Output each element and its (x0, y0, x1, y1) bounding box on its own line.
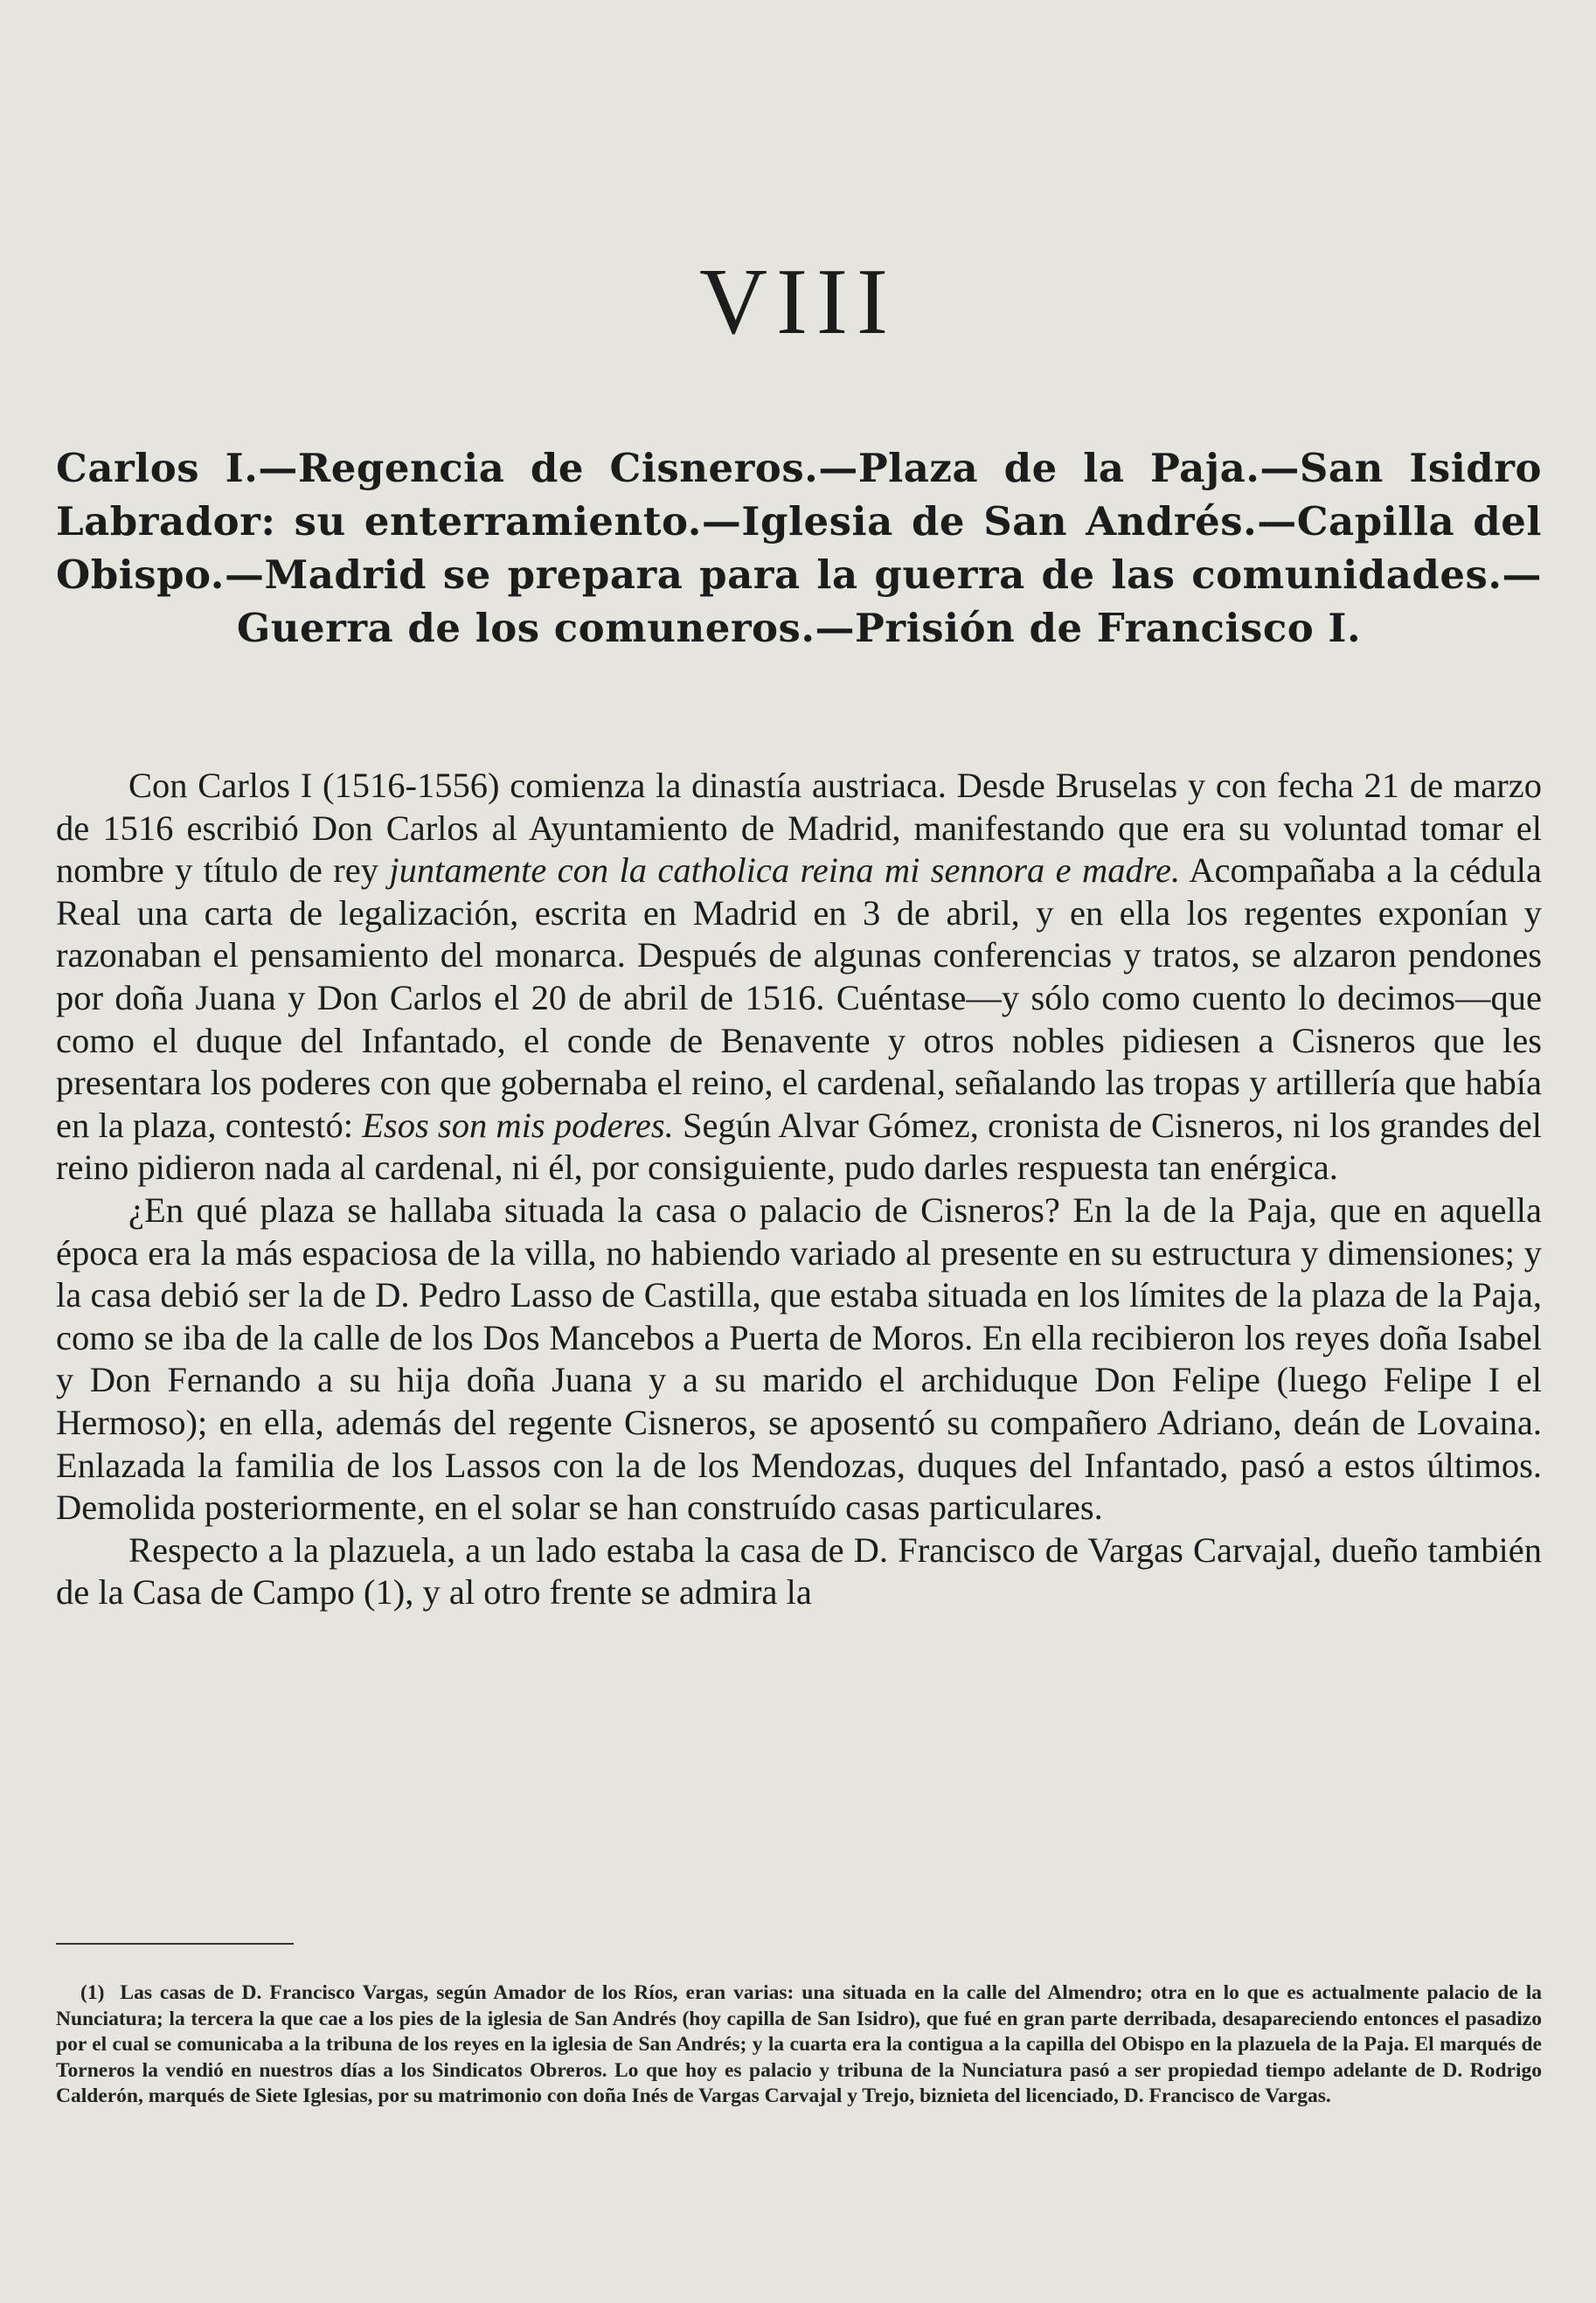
chapter-number: VIII (699, 250, 897, 354)
footnote-divider (56, 1943, 294, 1945)
paragraph-1-text-c: Según Alvar Gómez, cronista de Cisneros, ni los grandes del reino pidieron nada al cardenal, ni él, por consiguiente, pudo darles respuesta tan enérgica. (56, 1105, 1542, 1188)
paragraph-1 (56, 765, 1542, 1190)
paragraph-1-text-a: Con Carlos I (1516-1556) comienza la dinastía austriaca. Desde Bruselas y con fecha 21 de marzo de 1516 escribió Don Carlos al Ayuntamiento de Madrid, manifestando que era su voluntad tomar el nombre y título de rey (56, 766, 1542, 891)
footnote-marker: (1) (80, 1981, 105, 2004)
paragraph-1-quote-a: juntamente con la catholica reina mi sennora e madre. (389, 850, 1181, 891)
paragraph-3: Respecto a la plazuela, a un lado estaba la casa de D. Francisco de Vargas Carvajal, dueño también de la Casa de Campo (1), y al otro frente se admira la (56, 1530, 1542, 1613)
body-text (56, 765, 1542, 1614)
paragraph-1-text-b: Acompañaba a la cédula Real una carta de legalización, escrita en Madrid en 3 de abril, y en ella los regentes exponían y razonaban el pensamiento del monarca. Después de algunas conferencias y tratos, se alzaron pendones por doña Juana y Don Carlos el 20 de abril de 1516. Cuéntase—y sólo como cuento lo decimos—que como el duque del Infantado, el conde de Benavente y otros nobles pidiesen a Cisneros que les presentara los poderes con que gobernaba el reino, el cardenal, señalando las tropas y artillería que había en la plaza, contestó: (56, 850, 1542, 1145)
chapter-summary: Carlos I.—Regencia de Cisneros.—Plaza de la Paja.—San Isidro Labrador: su enterramiento.—Iglesia de San Andrés.—Capilla del Obispo.—Madrid se prepara para la guerra de las comunidades.—Guerra de los comuneros.—Prisión de Francisco I. (56, 445, 1542, 651)
footnote-text: Las casas de D. Francisco Vargas, según Amador de los Ríos, eran varias: una situada en la calle del Almendro; otra en lo que es actualmente palacio de la Nunciatura; la tercera la que cae a los pies de la iglesia de San Andrés (hoy capilla de San Isidro), que fué en gran parte derribada, desapareciendo entonces el pasadizo por el cual se comunicaba a la tribuna de los reyes en la iglesia de San Andrés; y la cuarta era la contigua a la capilla del Obispo en la plazuela de la Paja. El marqués de Torneros la vendió en nuestros días a los Sindicatos Obreros. Lo que hoy es palacio y tribuna de la Nunciatura pasó a ser propiedad tiempo adelante de D. Rodrigo Calderón, marqués de Siete Iglesias, por su matrimonio con doña Inés de Vargas Carvajal y Trejo, biznieta del licenciado, D. Francisco de Vargas. (56, 1981, 1542, 2107)
paragraph-2: ¿En qué plaza se hallaba situada la casa o palacio de Cisneros? En la de la Paja, que en aquella época era la más espaciosa de la villa, no habiendo variado al presente en su estructura y dimensiones; y la casa debió ser la de D. Pedro Lasso de Castilla, que estaba situada en los límites de la plaza de la Paja, como se iba de la calle de los Dos Mancebos a Puerta de Moros. En ella recibieron los reyes doña Isabel y Don Fernando a su hija doña Juana y a su marido el archiduque Don Felipe (luego Felipe I el Hermoso); en ella, además del regente Cisneros, se aposentó su compañero Adriano, deán de Lovaina. Enlazada la familia de los Lassos con la de los Mendozas, duques del Infantado, pasó a estos últimos. Demolida posteriormente, en el solar se han construído casas particulares. (56, 1190, 1542, 1528)
footnote (56, 1980, 1542, 2110)
paragraph-1-quote-b: Esos son mis poderes. (362, 1105, 674, 1145)
footnote-paragraph (56, 1980, 1542, 2110)
